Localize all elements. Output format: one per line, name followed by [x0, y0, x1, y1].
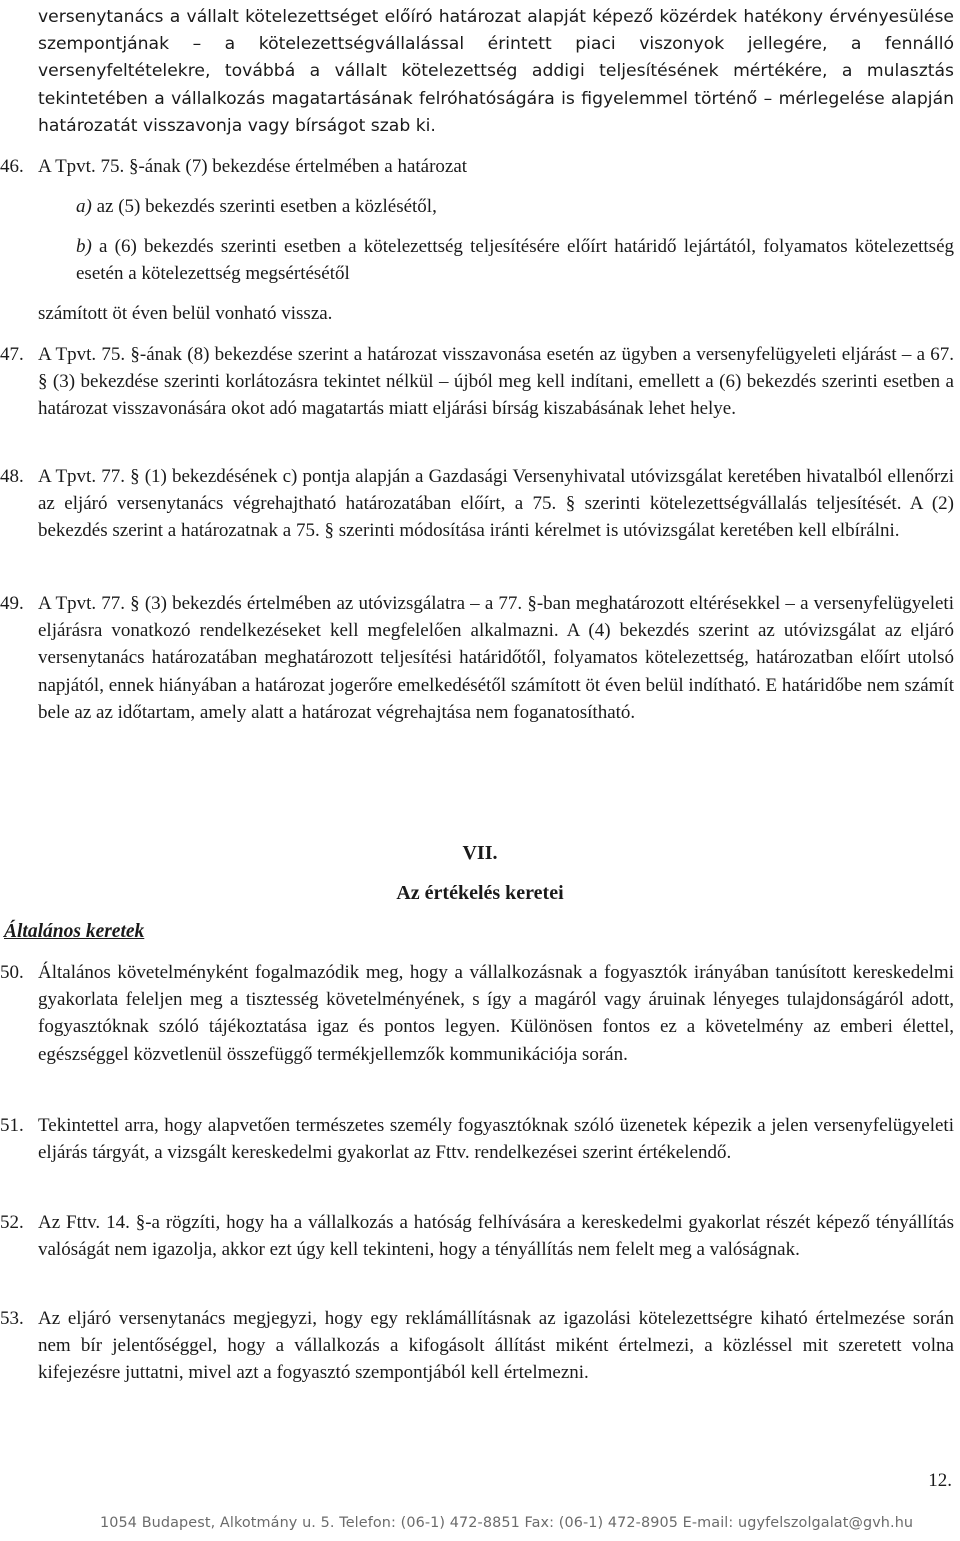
- paragraph-53: [0, 1305, 954, 1387]
- item-b: [76, 233, 954, 287]
- paragraph-number: 53.: [0, 1308, 24, 1329]
- item-text: az (5) bekezdés szerinti esetben a közlésétől,: [96, 196, 437, 217]
- paragraph-46: [0, 153, 954, 180]
- paragraph-47: [0, 341, 954, 423]
- page-footer: 1054 Budapest, Alkotmány u. 5. Telefon: (06-1) 472-8851 Fax: (06-1) 472-8905 E-mail: ugyfelszolgalat@gvh.hu: [100, 1515, 914, 1531]
- paragraph-51: [0, 1112, 954, 1166]
- paragraph-text: A Tpvt. 77. § (1) bekezdésének c) pontja alapján a Gazdasági Versenyhivatal utóvizsgálat keretében hivatalból ellenőrzi az eljáró versenytanács végrehajtható határozatában előírt, a 75. § szerinti kötelezettségvállalás teljesítését. A (2) bekezdés szerint a határozatnak a 75. § szerinti módosítása iránti kérelmet is utóvizsgálat keretében kell elbírálni.: [38, 466, 954, 542]
- paragraph-52: [0, 1209, 954, 1263]
- paragraph-text: A Tpvt. 77. § (3) bekezdés értelmében az utóvizsgálatra – a 77. §-ban meghatározott eltérésekkel – a versenyfelügyeleti eljárásra vonatkozó rendelkezéseket kell megfelelően alkalmazni. A (4) bekezdés szerint az utóvizsgálat az eljáró versenytanács határozatában meghatározott teljesítési határidőtől, folyamatos kötelezettség, határozatban előírt utolsó napjától, ennek hiányában a határozat jogerőre emelkedésétől számított öt éven belül indítható. E határidőbe nem számít bele az az időtartam, amely alatt a határozat végrehajtása nem foganatosítható.: [38, 593, 954, 723]
- paragraph-46-closing: számított öt éven belül vonható vissza.: [38, 303, 333, 324]
- item-label: a): [76, 196, 92, 217]
- paragraph-number: 48.: [0, 466, 24, 487]
- paragraph-50: [0, 959, 954, 1068]
- section-subheading: Általános keretek: [4, 921, 145, 942]
- page-number: 12.: [928, 1470, 952, 1491]
- paragraph-text: Tekintettel arra, hogy alapvetően természetes személy fogyasztóknak szóló üzenetek képezik a jelen versenyfelügyeleti eljárás tárgyát, a vizsgált kereskedelmi gyakorlat az Fttv. rendelkezései szerint értékelendő.: [38, 1115, 954, 1164]
- paragraph-number: 52.: [0, 1212, 24, 1233]
- lead-paragraph: versenytanács a vállalt kötelezettséget előíró határozat alapját képező közérdek hatékony érvényesülése szempontjának – a kötelezettségvállalással érintett piaci viszonyok jellegére, a fennálló versenyfeltételekre, továbbá a vállalt kötelezettség addigi teljesítésének mértékére, a mulasztás tekintetében a vállalkozás magatartásának felróhatóságára is figyelemmel történő – mérlegelése alapján határozatát visszavonja vagy bírságot szab ki.: [38, 7, 954, 136]
- section-number: VII.: [462, 842, 498, 864]
- paragraph-number: 49.: [0, 593, 24, 614]
- paragraph-number: 50.: [0, 962, 24, 983]
- paragraph-number: 47.: [0, 344, 24, 365]
- item-label: b): [76, 236, 92, 257]
- paragraph-text: Az Fttv. 14. §-a rögzíti, hogy ha a vállalkozás a hatóság felhívására a kereskedelmi gyakorlat részét képező tényállítás valóságát nem igazolja, akkor ezt úgy kell tekinteni, hogy a tényállítás nem felelt meg a valóságnak.: [38, 1212, 954, 1261]
- paragraph-49: [0, 590, 954, 726]
- item-a: [76, 193, 954, 220]
- paragraph-text: A Tpvt. 75. §-ának (8) bekezdése szerint a határozat visszavonása esetén az ügyben a versenyfelügyeleti eljárást – a 67. § (3) bekezdése szerinti korlátozásra tekintet nélkül – újból meg kell indítani, emellett a (6) bekezdés szerinti esetben a határozat visszavonására okot adó magatartás miatt eljárási bírság kiszabásának lehet helye.: [38, 344, 954, 420]
- paragraph-number: 51.: [0, 1115, 24, 1136]
- paragraph-number: 46.: [0, 156, 24, 177]
- paragraph-text: Az eljáró versenytanács megjegyzi, hogy egy reklámállításnak az igazolási kötelezettségre kiható értelmezése során nem bír jelentőséggel, hogy a vállalkozás a kifogásolt állítást miként értelmezi, a közléssel mit szeretett volna kifejezésre juttatni, mivel azt a fogyasztó szempontjából kell értelmezni.: [38, 1308, 954, 1384]
- item-text: a (6) bekezdés szerinti esetben a kötelezettség teljesítésére előírt határidő lejártától, folyamatos kötelezettség esetén a kötelezettség megsértésétől: [76, 236, 955, 285]
- paragraph-48: [0, 463, 954, 545]
- section-title: Az értékelés keretei: [396, 882, 564, 904]
- paragraph-text: A Tpvt. 75. §-ának (7) bekezdése értelmében a határozat: [38, 156, 468, 177]
- paragraph-text: Általános követelményként fogalmazódik meg, hogy a vállalkozásnak a fogyasztók irányában tanúsított kereskedelmi gyakorlata feleljen meg a tisztesség követelményének, s így a magáról vagy áruinak lényeges tulajdonságáról adott, fogyasztóknak szóló tájékoztatása igaz és pontos legyen. Különösen fontos ez a követelmény az emberi élettel, egészséggel közvetlenül összefüggő termékjellemzők kommunikációja során.: [38, 962, 954, 1065]
